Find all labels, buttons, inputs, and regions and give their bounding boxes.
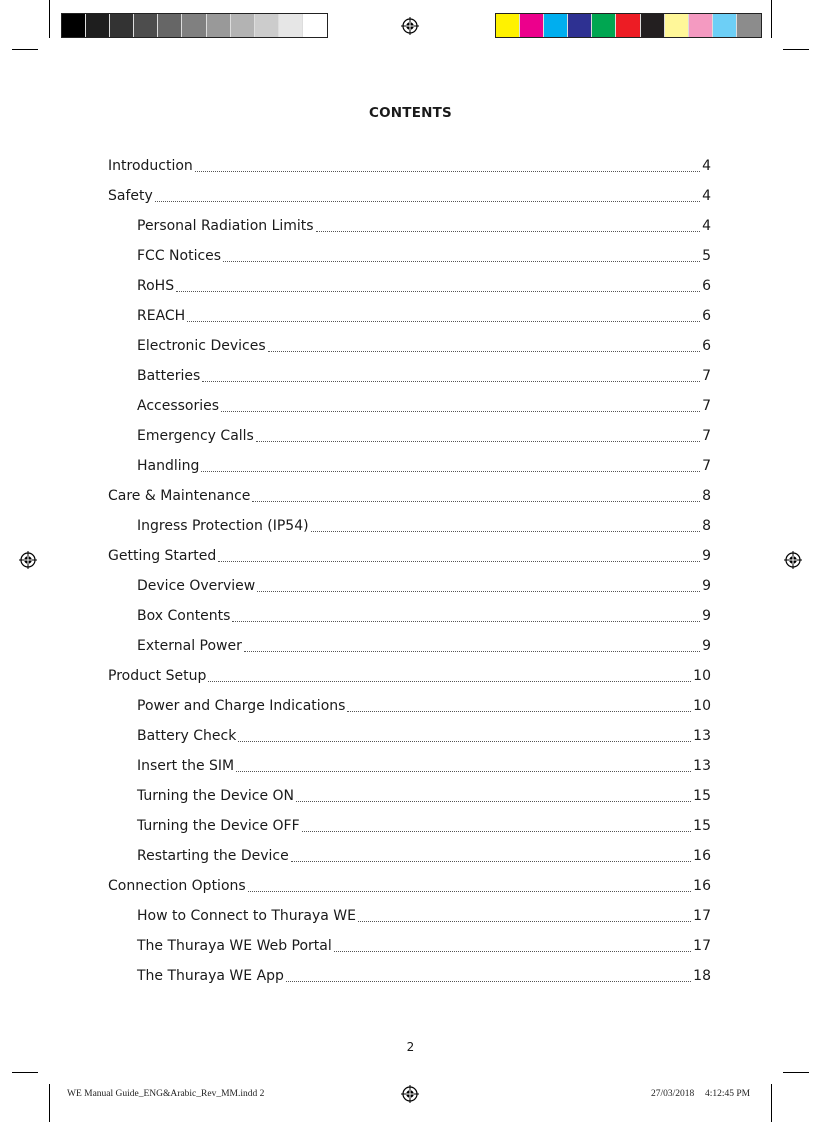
crop-mark-bl-v — [49, 1084, 50, 1122]
toc-entry[interactable] — [108, 301, 711, 331]
color-swatch — [134, 14, 158, 37]
toc-entry[interactable] — [108, 451, 711, 481]
toc-entry-page: 17 — [693, 938, 711, 954]
color-swatch — [86, 14, 110, 37]
toc-entry[interactable] — [108, 781, 711, 811]
color-swatch — [279, 14, 303, 37]
toc-entry[interactable] — [108, 421, 711, 451]
toc-entry-page: 4 — [702, 188, 711, 204]
toc-entry-label: Restarting the Device — [137, 848, 289, 864]
dot-leader — [244, 650, 700, 652]
toc-entry-label: Electronic Devices — [137, 338, 266, 354]
toc-entry[interactable] — [108, 331, 711, 361]
toc-entry-label: External Power — [137, 638, 242, 654]
dot-leader — [201, 470, 700, 472]
toc-entry[interactable] — [108, 811, 711, 841]
toc-entry-page: 8 — [702, 518, 711, 534]
color-swatch — [62, 14, 86, 37]
toc-entry-page: 8 — [702, 488, 711, 504]
toc-entry-page: 7 — [702, 368, 711, 384]
toc-entry-label: Insert the SIM — [137, 758, 235, 774]
page-number: 2 — [406, 1040, 415, 1054]
toc-entry[interactable] — [108, 271, 711, 301]
toc-entry-page: 9 — [702, 578, 711, 594]
dot-leader — [155, 200, 700, 202]
dot-leader — [248, 890, 691, 892]
dot-leader — [218, 560, 700, 562]
dot-leader — [252, 500, 700, 502]
table-of-contents — [108, 151, 711, 991]
dot-leader — [236, 770, 691, 772]
dot-leader — [268, 350, 700, 352]
color-swatch — [665, 14, 689, 37]
dot-leader — [221, 410, 700, 412]
dot-leader — [223, 260, 700, 262]
color-swatch — [207, 14, 231, 37]
toc-entry-page: 9 — [702, 638, 711, 654]
dot-leader — [257, 590, 700, 592]
dot-leader — [291, 860, 691, 862]
toc-entry[interactable] — [108, 691, 711, 721]
toc-entry-label: Ingress Protection (IP54) — [137, 518, 309, 534]
dot-leader — [208, 680, 691, 682]
page-title: CONTENTS — [369, 105, 452, 121]
slug-date: 27/03/2018 — [651, 1089, 695, 1099]
dot-leader — [311, 530, 701, 532]
toc-entry-label: Turning the Device ON — [137, 788, 295, 804]
slug-filename: WE Manual Guide_ENG&Arabic_Rev_MM.indd 2 — [67, 1089, 265, 1099]
toc-entry-label: The Thuraya WE App — [137, 968, 284, 984]
toc-entry-page: 13 — [693, 728, 711, 744]
color-swatch — [568, 14, 592, 37]
toc-entry-page: 6 — [702, 308, 711, 324]
registration-mark-icon — [401, 1085, 419, 1103]
toc-entry-page: 4 — [702, 158, 711, 174]
toc-entry-page: 16 — [693, 878, 711, 894]
toc-entry-label: RoHS — [137, 278, 175, 294]
color-swatch — [255, 14, 279, 37]
toc-entry[interactable] — [108, 631, 711, 661]
toc-entry-page: 17 — [693, 908, 711, 924]
toc-entry[interactable] — [108, 571, 711, 601]
toc-entry-label: Care & Maintenance — [108, 488, 251, 504]
color-swatch — [641, 14, 665, 37]
toc-entry-page: 7 — [702, 398, 711, 414]
registration-mark-icon — [401, 17, 419, 35]
toc-entry-label: The Thuraya WE Web Portal — [137, 938, 332, 954]
color-swatch — [689, 14, 713, 37]
color-swatch — [303, 14, 327, 37]
toc-entry-page: 9 — [702, 548, 711, 564]
toc-entry-page: 4 — [702, 218, 711, 234]
registration-mark-icon — [19, 551, 37, 569]
color-swatch — [713, 14, 737, 37]
toc-entry-label: Device Overview — [137, 578, 256, 594]
toc-entry[interactable] — [108, 721, 711, 751]
color-swatch — [110, 14, 134, 37]
toc-entry-page: 5 — [702, 248, 711, 264]
toc-entry-label: Introduction — [108, 158, 193, 174]
toc-entry-page: 10 — [693, 698, 711, 714]
toc-entry-page: 13 — [693, 758, 711, 774]
toc-entry-label: Safety — [108, 188, 153, 204]
toc-entry[interactable] — [108, 151, 711, 181]
color-swatch — [182, 14, 206, 37]
dot-leader — [176, 290, 700, 292]
toc-entry-label: Personal Radiation Limits — [137, 218, 314, 234]
toc-entry[interactable] — [108, 661, 711, 691]
toc-entry-label: Battery Check — [137, 728, 237, 744]
grayscale-color-bar — [61, 13, 328, 38]
color-swatch — [158, 14, 182, 37]
dot-leader — [187, 320, 700, 322]
toc-entry-label: FCC Notices — [137, 248, 222, 264]
crop-mark-br-h — [783, 1072, 809, 1073]
dot-leader — [316, 230, 700, 232]
crop-mark-tl-v — [49, 0, 50, 38]
color-swatch — [496, 14, 520, 37]
toc-entry[interactable] — [108, 841, 711, 871]
toc-entry-page: 9 — [702, 608, 711, 624]
toc-entry-page: 7 — [702, 428, 711, 444]
dot-leader — [286, 980, 691, 982]
toc-entry[interactable] — [108, 871, 711, 901]
crop-mark-br-v — [771, 1084, 772, 1122]
toc-entry[interactable] — [108, 901, 711, 931]
color-swatch — [544, 14, 568, 37]
toc-entry[interactable] — [108, 391, 711, 421]
color-swatch — [592, 14, 616, 37]
dot-leader — [232, 620, 700, 622]
toc-entry-label: How to Connect to Thuraya WE — [137, 908, 356, 924]
dot-leader — [296, 800, 691, 802]
color-swatch — [737, 14, 761, 37]
toc-entry-page: 16 — [693, 848, 711, 864]
dot-leader — [334, 950, 691, 952]
toc-entry[interactable] — [108, 481, 711, 511]
toc-entry-page: 7 — [702, 458, 711, 474]
toc-entry[interactable] — [108, 181, 711, 211]
crop-mark-tl-h — [12, 49, 38, 50]
toc-entry-page: 18 — [693, 968, 711, 984]
dot-leader — [302, 830, 692, 832]
toc-entry[interactable] — [108, 211, 711, 241]
dot-leader — [256, 440, 700, 442]
dot-leader — [238, 740, 691, 742]
toc-entry[interactable] — [108, 961, 711, 991]
toc-entry-label: Getting Started — [108, 548, 217, 564]
toc-entry-page: 15 — [693, 788, 711, 804]
toc-entry[interactable] — [108, 931, 711, 961]
toc-entry[interactable] — [108, 601, 711, 631]
toc-entry-label: Turning the Device OFF — [137, 818, 300, 834]
toc-entry-label: Batteries — [137, 368, 201, 384]
slug-time: 4:12:45 PM — [705, 1089, 751, 1099]
toc-entry-label: Accessories — [137, 398, 220, 414]
toc-entry-page: 6 — [702, 338, 711, 354]
toc-entry-page: 6 — [702, 278, 711, 294]
crop-mark-tr-h — [783, 49, 809, 50]
toc-entry-label: REACH — [137, 308, 186, 324]
crop-mark-tr-v — [771, 0, 772, 38]
toc-entry-label: Box Contents — [137, 608, 231, 624]
toc-entry[interactable] — [108, 361, 711, 391]
dot-leader — [358, 920, 691, 922]
process-color-bar — [495, 13, 762, 38]
registration-mark-icon — [784, 551, 802, 569]
dot-leader — [347, 710, 691, 712]
toc-entry-label: Emergency Calls — [137, 428, 254, 444]
toc-entry[interactable] — [108, 241, 711, 271]
color-swatch — [231, 14, 255, 37]
dot-leader — [195, 170, 700, 172]
toc-entry-label: Power and Charge Indications — [137, 698, 346, 714]
color-swatch — [520, 14, 544, 37]
toc-entry-label: Connection Options — [108, 878, 246, 894]
toc-entry[interactable] — [108, 511, 711, 541]
crop-mark-bl-h — [12, 1072, 38, 1073]
toc-entry-page: 15 — [693, 818, 711, 834]
toc-entry-page: 10 — [693, 668, 711, 684]
toc-entry[interactable] — [108, 751, 711, 781]
toc-entry[interactable] — [108, 541, 711, 571]
toc-entry-label: Product Setup — [108, 668, 207, 684]
dot-leader — [202, 380, 700, 382]
toc-entry-label: Handling — [137, 458, 200, 474]
color-swatch — [616, 14, 640, 37]
